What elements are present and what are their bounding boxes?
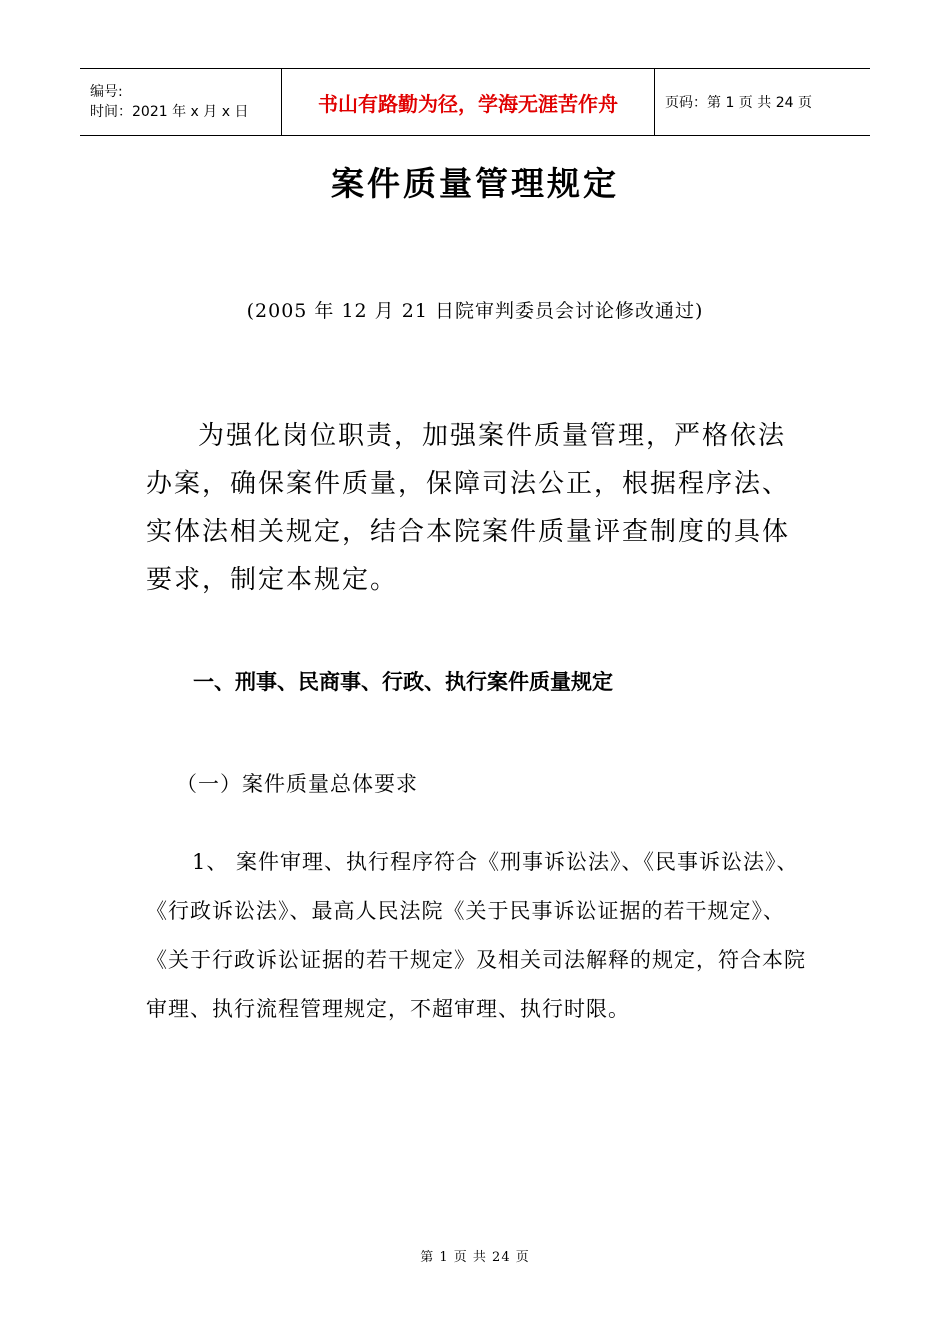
intro-text: 为强化岗位职责，加强案件质量管理，严格依法办案，确保案件质量，保障司法公正，根据程序法、实体法相关规定，结合本院案件质量评查制度的具体要求，制定本规定。 (146, 421, 791, 595)
subsection-heading: （一）案件质量总体要求 (176, 772, 418, 796)
document-subtitle: (2005 年 12 月 21 日院审判委员会讨论修改通过) (246, 300, 704, 322)
item-text: 1、 案件审理、执行程序符合《刑事诉讼法》、《民事诉讼法》、《行政诉讼法》、最高人民法院《关于民事诉讼证据的若干规定》、《关于行政诉讼证据的若干规定》及相关司法解释的规定，符合本院审理、执行流程管理规定，不超审理、执行时限。 (146, 850, 806, 1021)
page-footer: 第 1 页 共 24 页 (420, 1250, 530, 1265)
header-motto-cell (281, 69, 655, 135)
number-label: 编号: (90, 84, 123, 100)
item-paragraph (146, 838, 806, 1034)
section-heading: 一、刑事、民商事、行政、执行案件质量规定 (193, 670, 613, 694)
motto-text: 书山有路勤为径，学海无涯苦作舟 (318, 91, 618, 116)
page-info: 页码：第 1 页 共 24 页 (665, 95, 812, 111)
header-table (80, 68, 870, 136)
intro-paragraph (146, 412, 806, 604)
document-title: 案件质量管理规定 (331, 164, 619, 203)
header-left-cell (80, 69, 281, 135)
time-text: 时间：2021 年 x 月 x 日 (90, 104, 249, 120)
header-right-cell (655, 69, 870, 135)
